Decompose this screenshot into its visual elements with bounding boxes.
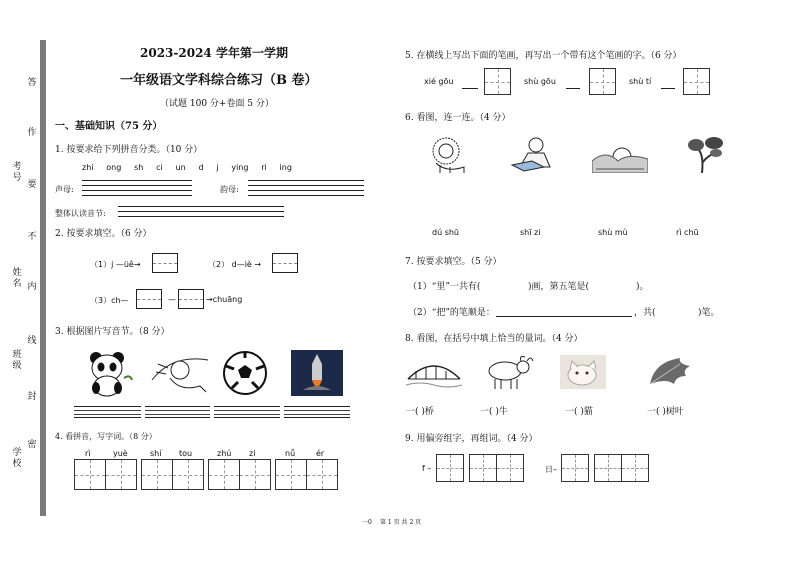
yunmu-answer-lines[interactable] bbox=[248, 180, 364, 196]
gutter-char: 作 bbox=[27, 128, 37, 138]
boy-flying-image bbox=[150, 350, 210, 396]
page-number: 第 1 页 共 2 页 bbox=[380, 519, 422, 526]
gutter-char: 密 bbox=[27, 440, 37, 450]
pinyin-item: ong bbox=[106, 163, 122, 172]
zhengti-answer-lines[interactable] bbox=[118, 206, 284, 217]
gutter-char: 线 bbox=[27, 336, 37, 346]
q3-writing-lines[interactable] bbox=[284, 406, 350, 418]
question-3-prompt: 3. 根据图片写音节。（8 分） bbox=[55, 327, 170, 337]
question-9-prompt: 9. 用偏旁组字，再组词。（4 分） bbox=[405, 434, 538, 444]
q4-pinyin: nǚ bbox=[285, 449, 296, 458]
q4-pinyin: ér bbox=[316, 449, 325, 458]
q7-stroke-order-blank[interactable] bbox=[496, 316, 632, 317]
q2-item-1: （1）j —üê→ bbox=[90, 260, 141, 269]
q9-word-cell[interactable] bbox=[496, 454, 524, 482]
gutter-char: 答 bbox=[27, 78, 37, 88]
q5-stroke-blank[interactable] bbox=[566, 88, 580, 89]
question-1-prompt: 1. 按要求给下列拼音分类。（10 分） bbox=[55, 145, 203, 155]
panda-image bbox=[82, 348, 134, 398]
footer-mark: 一0 bbox=[362, 519, 372, 526]
yunmu-label: 韵母: bbox=[220, 185, 239, 194]
tianzige-cell[interactable] bbox=[141, 459, 173, 490]
question-5-prompt: 5. 在横线上写出下面的笔画，再写出一个带有这个笔画的字。（6 分） bbox=[405, 51, 682, 61]
question-4-prompt: 4. 看拼音，写字词。（8 分） bbox=[55, 432, 157, 441]
tree-image bbox=[684, 133, 726, 175]
q3-writing-lines[interactable] bbox=[145, 406, 210, 418]
gutter-char: 不 bbox=[27, 232, 37, 242]
q2-answer-box[interactable] bbox=[136, 289, 162, 309]
section-heading: 一、基础知识（75 分） bbox=[55, 121, 163, 132]
q6-pinyin: shù mù bbox=[598, 228, 628, 237]
pinyin-item: ying bbox=[231, 163, 249, 172]
question-8-prompt: 8. 看图，在括号中填上恰当的量词。（4 分） bbox=[405, 334, 583, 344]
q2-answer-box[interactable] bbox=[272, 253, 298, 273]
pinyin-item: ri bbox=[261, 163, 267, 172]
gutter-field-school: 学校 bbox=[12, 448, 22, 469]
q5-char-cell[interactable] bbox=[683, 68, 710, 95]
cat-image bbox=[560, 355, 606, 389]
q9-word-cell[interactable] bbox=[621, 454, 649, 482]
q7-item-2b: ，共( bbox=[634, 308, 656, 318]
q4-pinyin: tou bbox=[179, 449, 193, 458]
question-7-prompt: 7. 按要求填空。（5 分） bbox=[405, 257, 502, 267]
q4-pinyin: shí bbox=[150, 449, 162, 458]
q2-item-2: （2） d—iè → bbox=[208, 260, 262, 269]
q9-char-cell[interactable] bbox=[561, 454, 589, 482]
sunrise-image bbox=[592, 135, 648, 173]
zhengti-label: 整体认读音节: bbox=[55, 209, 106, 218]
q7-item-1b: )画，第五笔是( bbox=[528, 282, 590, 292]
q8-measure-word[interactable]: 一( )树叶 bbox=[647, 407, 684, 417]
gutter-field-exam-number: 考号 bbox=[12, 162, 22, 183]
q2-item-3c: →chuāng bbox=[206, 295, 243, 304]
q9-radical: f – bbox=[422, 464, 432, 473]
pinyin-item: un bbox=[175, 163, 186, 172]
q9-word-cell[interactable] bbox=[469, 454, 497, 482]
exam-year-term: 2023-2024 学年第一学期 bbox=[140, 46, 288, 60]
pinyin-item: ci bbox=[156, 163, 163, 172]
pinyin-item: sh bbox=[134, 163, 144, 172]
score-note: （试题 100 分+卷面 5 分） bbox=[160, 99, 274, 109]
q6-pinyin: rì chū bbox=[676, 228, 699, 237]
q7-item-2a: （2）“把”的笔顺是： bbox=[408, 308, 495, 318]
q5-stroke-name: shù gōu bbox=[524, 77, 556, 86]
tianzige-cell[interactable] bbox=[275, 459, 307, 490]
tianzige-cell[interactable] bbox=[306, 459, 338, 490]
pinyin-item: j bbox=[216, 163, 219, 172]
q3-writing-lines[interactable] bbox=[214, 406, 280, 418]
gutter-field-class: 班级 bbox=[12, 350, 22, 371]
q4-pinyin: zhú bbox=[217, 449, 232, 458]
shengmu-answer-lines[interactable] bbox=[82, 180, 192, 196]
q5-char-cell[interactable] bbox=[589, 68, 616, 95]
tianzige-cell[interactable] bbox=[208, 459, 240, 490]
gutter-char: 封 bbox=[27, 392, 37, 402]
q3-writing-lines[interactable] bbox=[74, 406, 141, 418]
q1-pinyin-list bbox=[82, 163, 292, 172]
q5-stroke-name: xié gōu bbox=[424, 77, 454, 86]
leaf-image bbox=[646, 354, 692, 390]
tianzige-cell[interactable] bbox=[74, 459, 106, 490]
gutter-char: 内 bbox=[27, 282, 37, 292]
tianzige-cell[interactable] bbox=[239, 459, 271, 490]
pinyin-item: ing bbox=[279, 163, 292, 172]
question-6-prompt: 6. 看图，连一连。（4 分） bbox=[405, 113, 511, 123]
q2-answer-box[interactable] bbox=[178, 289, 204, 309]
q7-item-1c: )。 bbox=[636, 282, 649, 292]
gutter-char: 要 bbox=[27, 180, 37, 190]
q9-radical: 日– bbox=[545, 465, 557, 474]
exam-title: 一年级语文学科综合练习（B 卷） bbox=[120, 73, 318, 88]
pinyin-item: d bbox=[198, 163, 204, 172]
q4-pinyin: zi bbox=[249, 449, 256, 458]
q5-char-cell[interactable] bbox=[484, 68, 511, 95]
q8-measure-word[interactable]: 一( )牛 bbox=[480, 407, 508, 417]
tianzige-cell[interactable] bbox=[105, 459, 137, 490]
q4-pinyin: yuè bbox=[113, 449, 128, 458]
pinyin-item: zhi bbox=[82, 163, 94, 172]
binding-gutter-bar bbox=[40, 40, 46, 516]
rocket-image bbox=[291, 350, 343, 396]
q9-char-cell[interactable] bbox=[436, 454, 464, 482]
soccer-ball-image bbox=[222, 350, 268, 396]
q8-measure-word[interactable]: 一( )桥 bbox=[406, 407, 434, 417]
lion-image bbox=[426, 135, 468, 175]
question-2-prompt: 2. 按要求填空。（6 分） bbox=[55, 229, 152, 239]
q2-answer-box[interactable] bbox=[152, 253, 178, 273]
gutter-field-name: 姓名 bbox=[12, 268, 22, 289]
q8-measure-word[interactable]: 一( )猫 bbox=[565, 407, 593, 417]
q7-item-1a: （1）“里”一共有( bbox=[408, 282, 481, 292]
q5-stroke-name: shù tí bbox=[629, 77, 652, 86]
reading-child-image bbox=[506, 135, 554, 175]
q4-pinyin: rì bbox=[85, 449, 91, 458]
q6-pinyin: shī zi bbox=[520, 228, 541, 237]
bridge-image bbox=[406, 355, 462, 391]
q5-stroke-blank[interactable] bbox=[462, 88, 478, 89]
q9-word-cell[interactable] bbox=[594, 454, 622, 482]
shengmu-label: 声母: bbox=[55, 185, 74, 194]
q6-pinyin: dú shū bbox=[432, 228, 459, 237]
q2-item-3b: — bbox=[168, 295, 176, 304]
ox-image bbox=[483, 355, 535, 391]
q7-item-2c: )笔。 bbox=[698, 308, 720, 318]
q5-stroke-blank[interactable] bbox=[661, 88, 675, 89]
q2-item-3a: （3）ch— bbox=[90, 296, 129, 305]
tianzige-cell[interactable] bbox=[172, 459, 204, 490]
